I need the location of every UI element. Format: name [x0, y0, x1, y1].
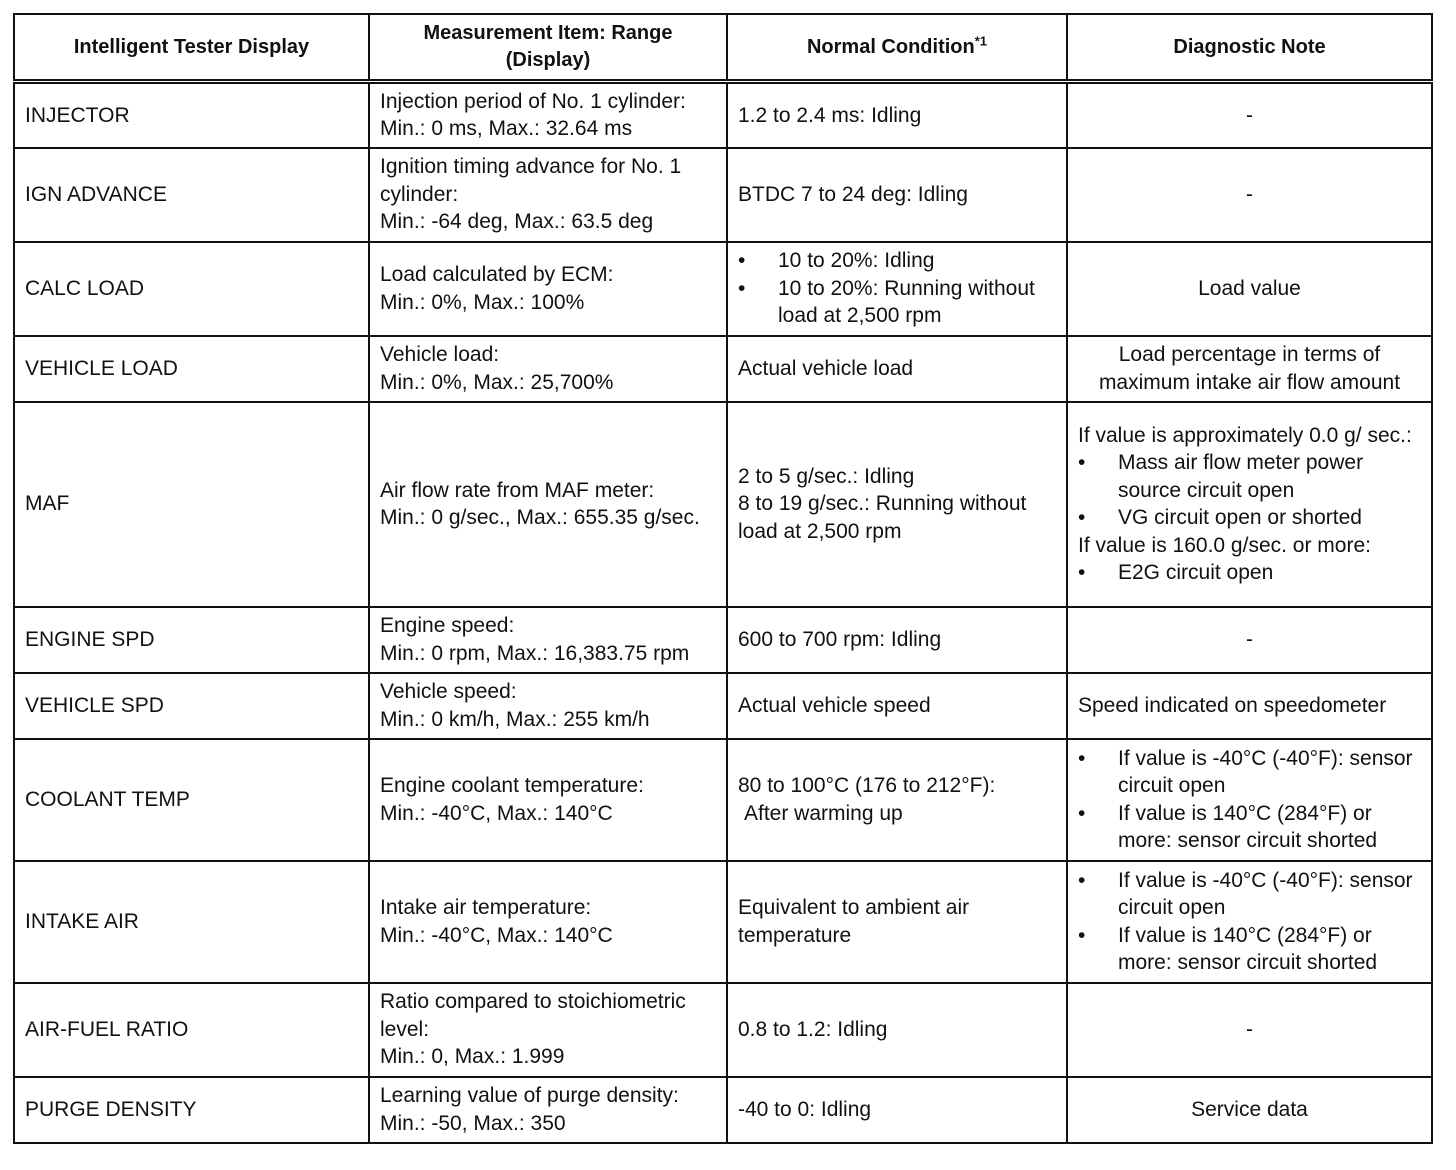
note-bullet-list	[1078, 559, 1421, 587]
normal-line: 8 to 19 g/sec.: Running without	[738, 492, 1027, 516]
table-row	[14, 402, 1432, 607]
table-row	[14, 1077, 1432, 1143]
bullet-item: • Mass air flow meter power source circuit open	[1078, 449, 1421, 504]
display-cell: VEHICLE LOAD	[14, 336, 369, 402]
normal-cell	[727, 1077, 1067, 1143]
note-cell: Service data	[1067, 1077, 1432, 1143]
display-cell: AIR-FUEL RATIO	[14, 983, 369, 1077]
table-row	[14, 673, 1432, 739]
display-cell: INTAKE AIR	[14, 861, 369, 983]
normal-line: After warming up	[744, 801, 903, 825]
range-cell	[369, 242, 727, 336]
range-cell	[369, 739, 727, 861]
note-cell: Load value	[1067, 242, 1432, 336]
range-line: Load calculated by ECM:	[380, 263, 614, 286]
range-line: Injection period of No. 1 cylinder:	[380, 89, 686, 113]
normal-bullet-list	[738, 247, 1056, 330]
normal-cell	[727, 673, 1067, 739]
table-row	[14, 148, 1432, 242]
bullet-item: • If value is 140°C (284°F) or more: sensor circuit shorted	[1078, 800, 1421, 855]
range-cell	[369, 983, 727, 1077]
note-text: If value is 160.0 g/sec. or more:	[1078, 533, 1371, 557]
header-row	[14, 14, 1432, 82]
normal-line: load at 2,500 rpm	[738, 519, 902, 543]
display-cell: IGN ADVANCE	[14, 148, 369, 242]
header-normal-condition	[727, 14, 1067, 82]
range-cell	[369, 336, 727, 402]
bullet-item: • VG circuit open or shorted	[1078, 504, 1421, 532]
range-line: Ratio compared to stoichiometric	[380, 990, 686, 1014]
note-cell	[1067, 739, 1432, 861]
bullet-item: • E2G circuit open	[1078, 559, 1421, 587]
normal-cell	[727, 983, 1067, 1077]
range-line: Min.: -40°C, Max.: 140°C	[380, 801, 613, 825]
bullet-item: • 10 to 20%: Idling	[738, 247, 1056, 275]
range-line: Min.: 0%, Max.: 100%	[380, 290, 585, 314]
range-cell	[369, 148, 727, 242]
normal-line: Actual vehicle load	[738, 356, 914, 380]
display-cell: VEHICLE SPD	[14, 673, 369, 739]
table-row	[14, 82, 1432, 148]
normal-line: Actual vehicle speed	[738, 693, 931, 717]
range-line: Engine speed:	[380, 614, 515, 637]
range-cell	[369, 607, 727, 673]
normal-cell	[727, 82, 1067, 148]
note-bullet-list	[1078, 745, 1421, 855]
display-cell: COOLANT TEMP	[14, 739, 369, 861]
range-cell	[369, 82, 727, 148]
note-cell: -	[1067, 148, 1432, 242]
range-line: Min.: 0 ms, Max.: 32.64 ms	[380, 117, 633, 141]
note-line: maximum intake air flow amount	[1098, 370, 1401, 394]
note-cell: -	[1067, 983, 1432, 1077]
range-line: Learning value of purge density:	[380, 1084, 679, 1107]
note-cell: -	[1067, 607, 1432, 673]
normal-line: 600 to 700 rpm: Idling	[738, 627, 942, 651]
range-line: level:	[380, 1017, 430, 1041]
normal-cell	[727, 336, 1067, 402]
header-normal-label: Normal Condition	[806, 35, 975, 58]
normal-line: temperature	[738, 923, 852, 947]
table-row	[14, 983, 1432, 1077]
header-diagnostic-note: Diagnostic Note	[1067, 14, 1432, 82]
range-line: Intake air temperature:	[380, 896, 592, 919]
range-cell	[369, 402, 727, 607]
range-line: Min.: -64 deg, Max.: 63.5 deg	[380, 210, 654, 234]
normal-cell	[727, 739, 1067, 861]
bullet-item: • If value is -40°C (-40°F): sensor circuit open	[1078, 867, 1421, 922]
display-cell: CALC LOAD	[14, 242, 369, 336]
note-line: Load percentage in terms of	[1118, 343, 1381, 366]
range-line: cylinder:	[380, 182, 459, 206]
normal-cell	[727, 242, 1067, 336]
normal-line: 80 to 100°C (176 to 212°F):	[738, 774, 996, 797]
table-row	[14, 336, 1432, 402]
range-line: Air flow rate from MAF meter:	[380, 478, 655, 502]
range-cell	[369, 1077, 727, 1143]
note-cell: -	[1067, 82, 1432, 148]
normal-line: 0.8 to 1.2: Idling	[738, 1017, 888, 1041]
header-tester-display: Intelligent Tester Display	[14, 14, 369, 82]
note-bullet-list	[1078, 449, 1421, 532]
range-line: Min.: 0%, Max.: 25,700%	[380, 370, 614, 394]
bullet-item: • 10 to 20%: Running without load at 2,500 rpm	[738, 275, 1056, 330]
normal-cell	[727, 402, 1067, 607]
normal-cell	[727, 148, 1067, 242]
normal-cell	[727, 607, 1067, 673]
range-line: Vehicle speed:	[380, 680, 517, 703]
note-cell	[1067, 861, 1432, 983]
range-line: Min.: 0 rpm, Max.: 16,383.75 rpm	[380, 641, 690, 665]
normal-line: -40 to 0: Idling	[738, 1097, 872, 1121]
range-line: Vehicle load:	[380, 343, 500, 366]
range-line: Engine coolant temperature:	[380, 774, 644, 797]
note-bullet-list	[1078, 867, 1421, 977]
normal-cell	[727, 861, 1067, 983]
note-cell: Speed indicated on speedometer	[1067, 673, 1432, 739]
range-line: Min.: -50, Max.: 350	[380, 1111, 566, 1135]
range-line: Ignition timing advance for No. 1	[380, 155, 682, 179]
display-cell: ENGINE SPD	[14, 607, 369, 673]
range-line: Min.: -40°C, Max.: 140°C	[380, 923, 613, 947]
display-cell: MAF	[14, 402, 369, 607]
range-line: Min.: 0 g/sec., Max.: 655.35 g/sec.	[380, 506, 700, 529]
table-row	[14, 739, 1432, 861]
note-text: If value is approximately 0.0 g/ sec.:	[1078, 423, 1412, 447]
header-measurement-line: (Display)	[505, 49, 591, 71]
display-cell: PURGE DENSITY	[14, 1077, 369, 1143]
table-row	[14, 242, 1432, 336]
normal-line: Equivalent to ambient air	[738, 896, 970, 919]
footnote-marker: *1	[974, 32, 988, 48]
range-line: Min.: 0, Max.: 1.999	[380, 1045, 565, 1069]
bullet-item: • If value is 140°C (284°F) or more: sensor circuit shorted	[1078, 922, 1421, 977]
table-row	[14, 607, 1432, 673]
header-measurement-line: Measurement Item: Range	[423, 22, 673, 44]
bullet-item: • If value is -40°C (-40°F): sensor circuit open	[1078, 745, 1421, 800]
range-cell	[369, 861, 727, 983]
normal-line: 1.2 to 2.4 ms: Idling	[738, 103, 922, 127]
range-line: Min.: 0 km/h, Max.: 255 km/h	[380, 707, 650, 731]
display-cell: INJECTOR	[14, 82, 369, 148]
normal-line: BTDC 7 to 24 deg: Idling	[738, 182, 968, 206]
data-list-table	[13, 13, 1433, 1144]
note-cell	[1067, 336, 1432, 402]
normal-line: 2 to 5 g/sec.: Idling	[738, 464, 915, 488]
range-cell	[369, 673, 727, 739]
note-cell	[1067, 402, 1432, 607]
header-measurement-range	[369, 14, 727, 82]
table-row	[14, 861, 1432, 983]
